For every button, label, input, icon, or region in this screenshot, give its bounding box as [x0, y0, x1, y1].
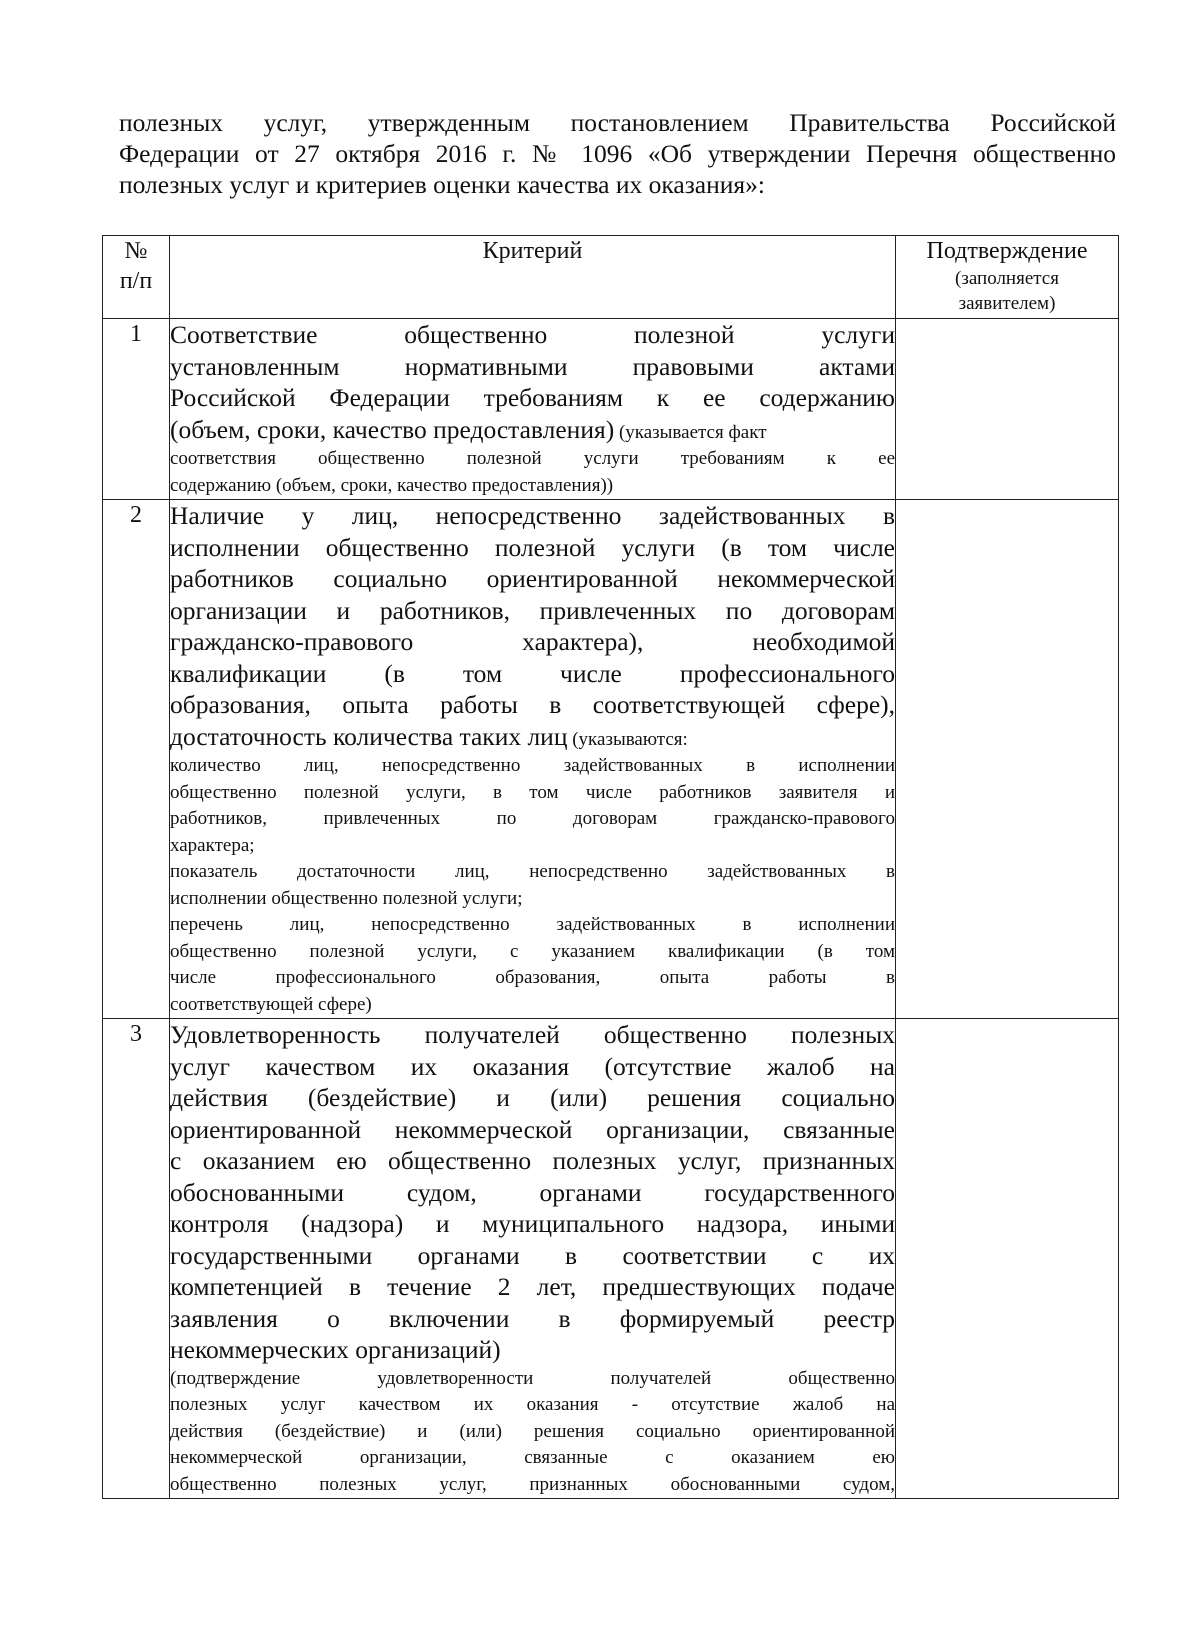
criterion-note-line: исполнении общественно полезной услуги;	[170, 887, 523, 909]
criterion-note-line: (подтверждение удовлетворенности получателей общественно	[170, 1367, 895, 1389]
criterion-line: гражданско-правового характера), необходимой	[170, 627, 895, 656]
confirmation-cell[interactable]	[896, 319, 1119, 500]
criterion-line: действия (бездействие) и (или) решения социально	[170, 1083, 895, 1112]
criterion-line: работников социально ориентированной некоммерческой	[170, 564, 895, 593]
criterion-note-line: показатель достаточности лиц, непосредственно задействованных в	[170, 861, 895, 882]
intro-line: полезных услуг, утвержденным постановлением Правительства Российской	[119, 108, 1116, 137]
criterion-line: ориентированной некоммерческой организации, связанные	[170, 1114, 895, 1144]
criteria-table	[102, 235, 1119, 1499]
criterion-line: Удовлетворенность получателей общественно полезных	[170, 1020, 895, 1049]
criterion-line: контроля (надзора) и муниципального надзора, иными	[170, 1209, 895, 1238]
intro-line: Федерации от 27 октября 2016 г. № 1096 «Об утверждении Перечня общественно	[119, 139, 1116, 168]
criterion-note-line: действия (бездействие) и (или) решения социально ориентированной	[170, 1420, 895, 1442]
confirmation-cell[interactable]	[896, 500, 1119, 1019]
criterion-line: образования, опыта работы в соответствующей сфере),	[170, 690, 895, 719]
header-criterion-cell: Критерий	[170, 236, 896, 319]
criterion-cell	[170, 1019, 896, 1499]
criterion-line: Соответствие общественно полезной услуги	[170, 320, 895, 349]
criterion-line: исполнении общественно полезной услуги (в том числе	[170, 532, 895, 562]
criterion-note-line: соответствия общественно полезной услуги требованиям к ее	[170, 448, 895, 469]
criterion-note-line: соответствующей сфере)	[170, 993, 372, 1015]
row-number: 1	[103, 319, 170, 500]
header-confirmation-note: (заполняется	[955, 268, 1059, 289]
criterion-line: некоммерческих организаций)	[170, 1335, 501, 1364]
criterion-line: заявления о включении в формируемый реестр	[170, 1303, 895, 1333]
criterion-line: услуг качеством их оказания (отсутствие жалоб на	[170, 1051, 895, 1081]
criterion-line: компетенцией в течение 2 лет, предшествующих подаче	[170, 1272, 895, 1301]
criterion-line: государственными органами в соответствии с их	[170, 1240, 895, 1270]
criterion-mixed-line	[170, 721, 895, 754]
table-row	[103, 319, 1119, 500]
criterion-note-line: общественно полезной услуги, в том числе работников заявителя и	[170, 781, 895, 803]
header-number-symbol: №	[124, 238, 148, 264]
criterion-mixed-line	[170, 414, 895, 447]
criterion-note-line: содержанию (объем, сроки, качество предоставления))	[170, 474, 614, 496]
row-number: 3	[103, 1019, 170, 1499]
table-row	[103, 1019, 1119, 1499]
header-confirmation-note: заявителем)	[958, 293, 1056, 314]
criterion-note-line: полезных услуг качеством их оказания - отсутствие жалоб на	[170, 1394, 895, 1415]
confirmation-cell[interactable]	[896, 1019, 1119, 1499]
header-number-cell	[103, 236, 170, 319]
criterion-note-line: работников, привлеченных по договорам гражданско-правового	[170, 808, 895, 829]
criterion-cell	[170, 319, 896, 500]
criterion-note-line: общественно полезной услуги, с указанием квалификации (в том	[170, 940, 895, 962]
table-header-row	[103, 236, 1119, 319]
criterion-note-line: количество лиц, непосредственно задействованных в исполнении	[170, 755, 895, 776]
criterion-line: установленным нормативными правовыми актами	[170, 351, 895, 381]
criterion-line: Наличие у лиц, непосредственно задействованных в	[170, 501, 895, 530]
header-confirmation-label: Подтверждение	[926, 238, 1088, 264]
criterion-note-line: числе профессионального образования, опыта работы в	[170, 967, 895, 988]
criterion-note-line: общественно полезных услуг, признанных обоснованными судом,	[170, 1473, 895, 1495]
header-number-label: п/п	[119, 268, 153, 294]
intro-paragraph	[119, 107, 1116, 200]
criterion-note: (указывается факт	[614, 421, 767, 443]
criterion-cell	[170, 500, 896, 1019]
criterion-note-line: характера;	[170, 834, 255, 856]
criterion-line: Российской Федерации требованиям к ее содержанию	[170, 383, 895, 412]
table-row	[103, 500, 1119, 1019]
criterion-line: обоснованными судом, органами государственного	[170, 1177, 895, 1207]
criterion-line: с оказанием ею общественно полезных услуг, признанных	[170, 1146, 895, 1175]
criterion-text: достаточность количества таких лиц	[170, 721, 568, 751]
criterion-text: (объем, сроки, качество предоставления)	[170, 414, 615, 444]
header-confirmation-cell	[896, 236, 1119, 319]
intro-line: полезных услуг и критериев оценки качества их оказания»:	[119, 170, 765, 199]
row-number: 2	[103, 500, 170, 1019]
criterion-line: организации и работников, привлеченных по договорам	[170, 595, 895, 625]
criterion-line: квалификации (в том числе профессионального	[170, 658, 895, 688]
criterion-note-line: перечень лиц, непосредственно задействованных в исполнении	[170, 914, 895, 935]
criterion-note-line: некоммерческой организации, связанные с оказанием ею	[170, 1447, 895, 1468]
criterion-note: (указываются:	[567, 728, 688, 750]
